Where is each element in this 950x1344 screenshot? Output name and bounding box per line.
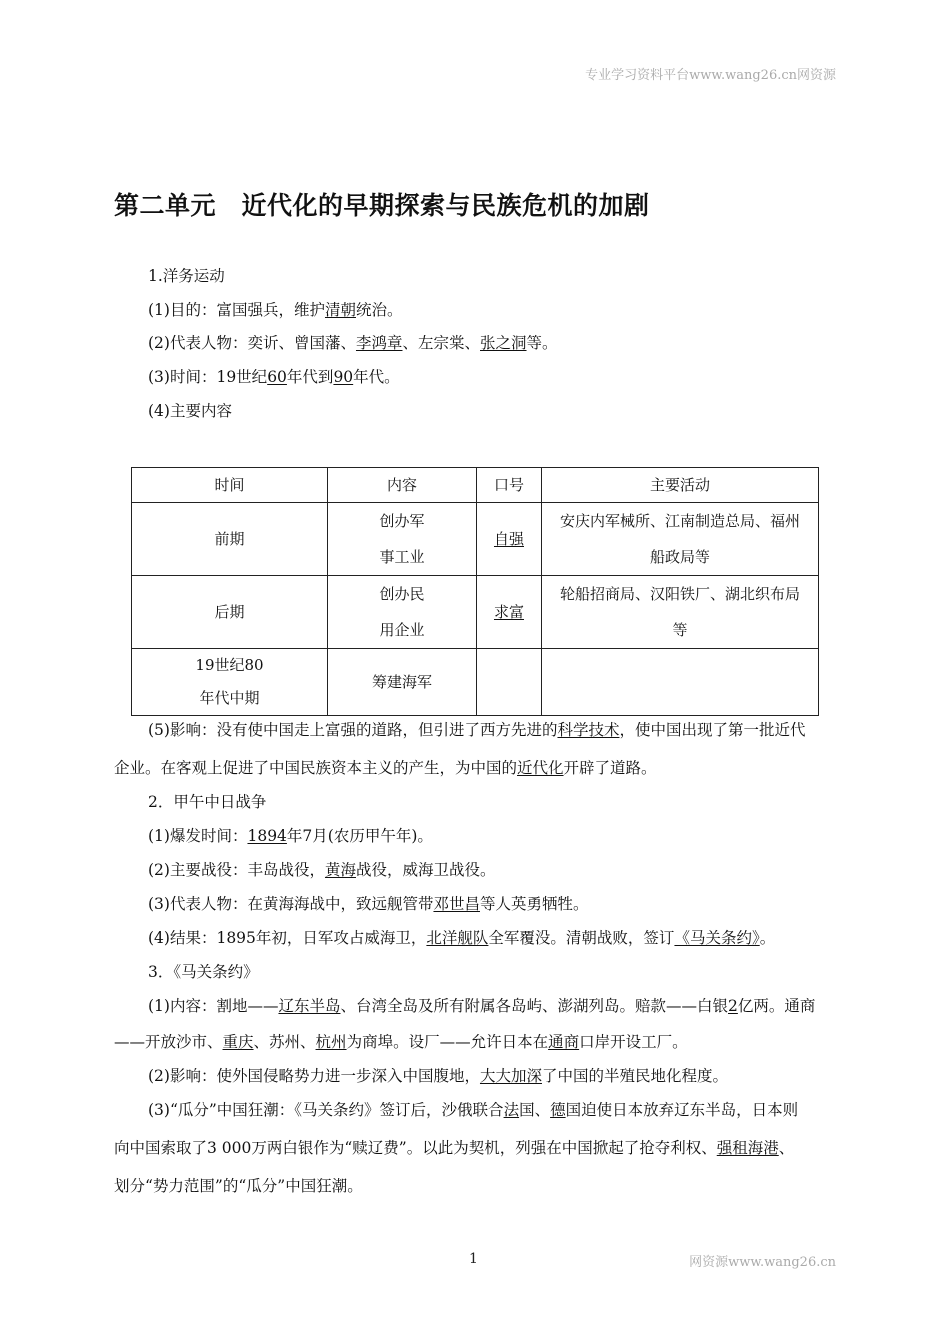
table-cell: 创办民 用企业 (328, 576, 477, 649)
table-cell (477, 649, 542, 716)
table-header: 口号 (477, 468, 542, 503)
table-header: 时间 (132, 468, 328, 503)
table-cell: 前期 (132, 503, 328, 576)
table-row (132, 649, 819, 716)
table-header: 主要活动 (542, 468, 819, 503)
table-cell (542, 649, 819, 716)
section-heading: 3．《马关条约》 (148, 963, 259, 981)
text-line: (5)影响：没有使中国走上富强的道路，但引进了西方先进的科学技术，使中国出现了第一批近代 (148, 721, 806, 739)
text-line: (3)“瓜分”中国狂潮：《马关条约》签订后，沙俄联合法国、德国迫使日本放弃辽东半岛，日本则 (148, 1101, 799, 1119)
header-watermark: 专业学习资料平台www.wang26.cn网资源 (585, 68, 836, 83)
text-line: 划分“势力范围”的“瓜分”中国狂潮。 (114, 1177, 363, 1195)
table-cell: 后期 (132, 576, 328, 649)
text-line: (2)代表人物：奕䜣、曾国藩、李鸿章、左宗棠、张之洞等。 (148, 334, 558, 352)
text-line: ——开放沙市、重庆、苏州、杭州为商埠。设厂——允许日本在通商口岸开设工厂。 (114, 1033, 688, 1051)
table-cell: 安庆内军械所、江南制造总局、福州 船政局等 (542, 503, 819, 576)
text-line: (4)主要内容 (148, 402, 232, 420)
table-cell: 筹建海军 (328, 649, 477, 716)
text-line: (1)目的：富国强兵，维护清朝统治。 (148, 301, 403, 319)
text-line: 向中国索取了3 000万两白银作为“赎辽费”。以此为契机，列强在中国掀起了抢夺利权、强租海港、 (114, 1139, 795, 1157)
content-table (131, 467, 819, 716)
table-row (132, 503, 819, 576)
table-cell: 求富 (477, 576, 542, 649)
page-title: 第二单元 近代化的早期探索与民族危机的加剧 (114, 191, 650, 220)
text-line: (1)内容：割地——辽东半岛、台湾全岛及所有附属各岛屿、澎湖列岛。赔款——白银2亿两。通商 (148, 997, 816, 1015)
table-cell: 自强 (477, 503, 542, 576)
section-heading: 1.洋务运动 (148, 267, 225, 285)
table-cell: 19世纪80 年代中期 (132, 649, 328, 716)
text-line: (1)爆发时间：1894年7月(农历甲午年)。 (148, 827, 433, 845)
footer-watermark: 网资源www.wang26.cn (689, 1255, 836, 1270)
text-line: (2)影响：使外国侵略势力进一步深入中国腹地，大大加深了中国的半殖民地化程度。 (148, 1067, 728, 1085)
table-cell: 创办军 事工业 (328, 503, 477, 576)
table-cell: 轮船招商局、汉阳铁厂、湖北织布局 等 (542, 576, 819, 649)
text-line: (3)时间：19世纪60年代到90年代。 (148, 368, 400, 386)
section-heading: 2．甲午中日战争 (148, 793, 267, 811)
text-line: (4)结果：1895年初，日军攻占威海卫，北洋舰队全军覆没。清朝战败，签订《马关条约》。 (148, 929, 776, 947)
table-header: 内容 (328, 468, 477, 503)
text-line: (2)主要战役：丰岛战役，黄海战役，威海卫战役。 (148, 861, 496, 879)
text-line: 企业。在客观上促进了中国民族资本主义的产生，为中国的近代化开辟了道路。 (114, 759, 657, 777)
page-number: 1 (469, 1251, 478, 1267)
table-row (132, 576, 819, 649)
text-line: (3)代表人物：在黄海海战中，致远舰管带邓世昌等人英勇牺牲。 (148, 895, 589, 913)
